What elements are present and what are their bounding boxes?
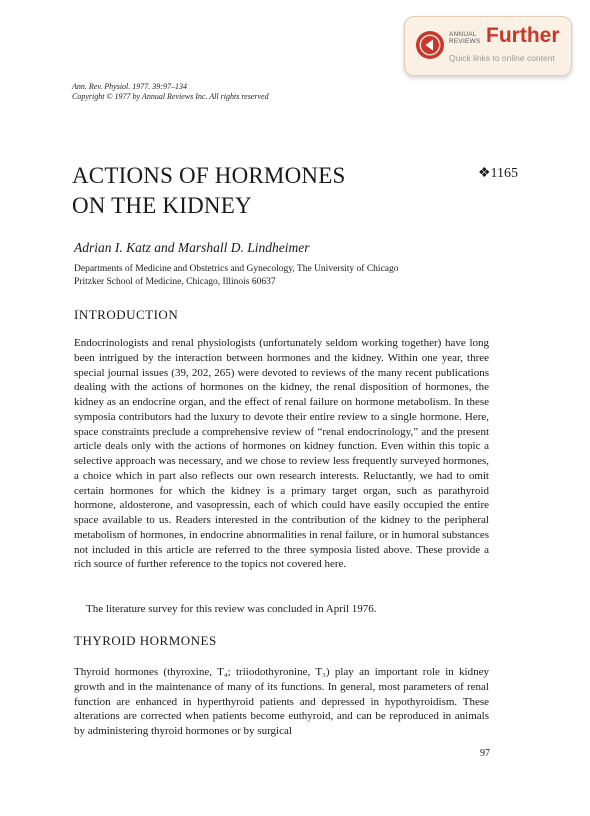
section-heading-thyroid: THYROID HORMONES	[74, 633, 217, 648]
intro-paragraph-1: Endocrinologists and renal physiologists (unfortunately seldom working together) have long been intrigued by the interaction between hormones and the kidney. Within one year, three special journal issues (39, 202, 265) were devoted to reviews of the many recent publications dealing with the actions of hormones on the kidney, the renal disposition of hormones, the kidney as an endocrine organ, and the effect of renal failure on hormone metabolism. In these symposia contributors had the luxury to devote their entire review to a single hormone. Here, space constraints preclude a comprehensive review of “renal endocrinology,” and the present article deals only with the actions of hormones on kidney function. Even within this topic a selective approach was necessary, and we chose to review less frequently surveyed hormones, a choice which in part also reflects our own research interests. Reluctantly, we had to omit certain hormones for which the kidney is a primary target organ, such as parathyroid hormone, aldosterone, and vasopressin, each of which could have easily occupied the entire space available to us. Readers interested in the contribution of the kidney to the peripheral metabolism of hormones, in endocrine abnormalities in renal failure, or in humoral substances not included in this article are referred to the three symposia listed above. These provide a rich source of further reference to the topics not covered here.	[74, 337, 489, 571]
badge-further-label: Further	[486, 24, 560, 47]
copyright-notice: Copyright © 1977 by Annual Reviews Inc. All rights reserved	[72, 92, 269, 101]
badge-reviews-label: REVIEWS	[449, 38, 481, 45]
badge-subtitle: Quick links to online content	[449, 53, 555, 63]
journal-citation: Ann. Rev. Physiol. 1977. 39:97–134	[72, 82, 187, 91]
article-title-line1: ACTIONS OF HORMONES	[72, 163, 346, 188]
authors: Adrian I. Katz and Marshall D. Lindheimer	[74, 240, 310, 255]
section-heading-introduction: INTRODUCTION	[74, 307, 179, 322]
article-title-line2: ON THE KIDNEY	[72, 193, 252, 218]
affiliation-line1: Departments of Medicine and Obstetrics and Gynecology, The University of Chicago	[74, 264, 399, 274]
article-number: ❖1165	[478, 166, 519, 181]
intro-paragraph-2: The literature survey for this review was concluded in April 1976.	[86, 603, 377, 615]
further-links-badge[interactable]	[404, 16, 572, 76]
play-arrow-icon	[415, 30, 445, 60]
affiliation-line2: Pritzker School of Medicine, Chicago, Illinois 60637	[74, 277, 276, 287]
page-number: 97	[480, 748, 490, 759]
thyroid-paragraph-1: Thyroid hormones (thyroxine, T₄; triiodothyronine, T₃) play an important role in kidney growth and in the maintenance of many of its functions. In general, most parameters of renal function are enhanced in hyperthyroid patients and depressed in hypothyroidism. These alterations are corrected when patients become euthyroid, and can be reproduced in animals by administering thyroid hormones or by surgical	[74, 666, 489, 737]
badge-annual-label: ANNUAL	[449, 31, 477, 38]
